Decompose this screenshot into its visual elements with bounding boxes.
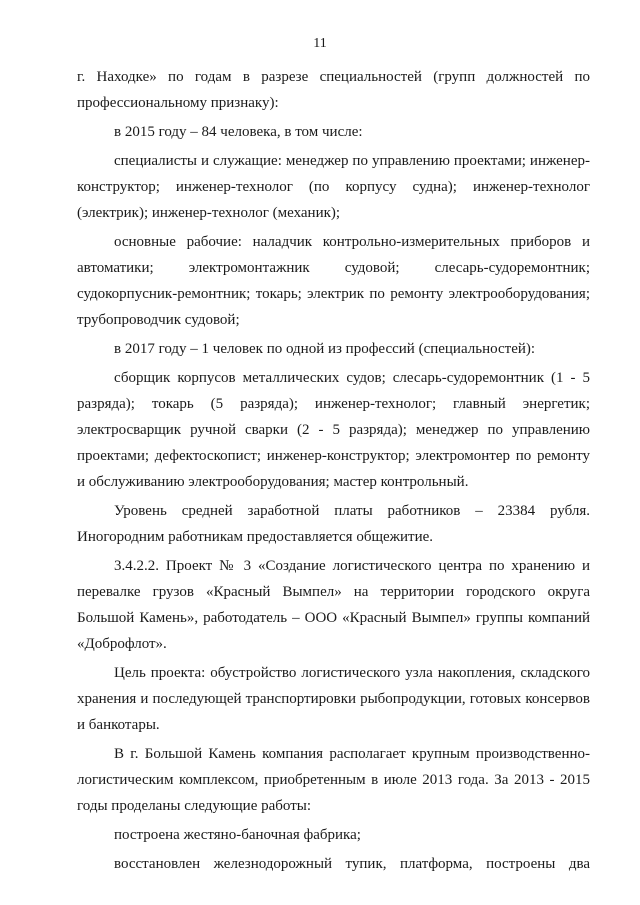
paragraph-project-goal: Цель проекта: обустройство логистического узла накопления, складского хранения и последующей транспортировки рыбопродукции, готовых консервов и банкотары. [77,665,590,733]
paragraph-continuation: г. Находке» по годам в разрезе специальностей (групп должностей по профессиональному признаку): [77,69,590,111]
paragraph-project-3: 3.4.2.2. Проект № 3 «Создание логистического центра по хранению и перевалке грузов «Красный Вымпел» на территории городского округа Большой Камень», работодатель – ООО «Красный Вымпел» группы компаний «Доброфлот». [77,558,590,652]
paragraph-2015-count: в 2015 году – 84 человека, в том числе: [114,124,363,140]
paragraph-railway: восстановлен железнодорожный тупик, платформа, построены два [114,856,590,872]
page-number: 11 [313,36,327,51]
paragraph-can-factory: построена жестяно-баночная фабрика; [114,827,361,843]
paragraph-professions-list: сборщик корпусов металлических судов; слесарь-судоремонтник (1 - 5 разряда); токарь (5 разряда); инженер-технолог; главный энергетик; электросварщик ручной сварки (2 - 5 разряда); менеджер по управлению проектами; дефектоскопист; инженер-конструктор; электромонтер по ремонту и обслуживанию электрооборудования; мастер контрольный. [77,370,590,490]
paragraph-company-complex: В г. Большой Камень компания располагает крупным производственно-логистическим комплексом, приобретенным в июле 2013 года. За 2013 - 2015 годы проделаны следующие работы: [77,746,590,814]
document-body [77,64,590,880]
paragraph-2017-count: в 2017 году – 1 человек по одной из профессий (специальностей): [114,341,536,357]
paragraph-workers: основные рабочие: наладчик контрольно-измерительных приборов и автоматики; электромонтажник судовой; слесарь-судоремонтник; судокорпусник-ремонтник; токарь; электрик по ремонту электрооборудования; трубопроводчик судовой; [77,234,590,328]
paragraph-specialists: специалисты и служащие: менеджер по управлению проектами; инженер-конструктор; инженер-технолог (по корпусу судна); инженер-технолог (электрик); инженер-технолог (механик); [77,153,590,221]
paragraph-salary: Уровень средней заработной платы работников – 23384 рубля. Иногородним работникам предоставляется общежитие. [77,503,590,545]
